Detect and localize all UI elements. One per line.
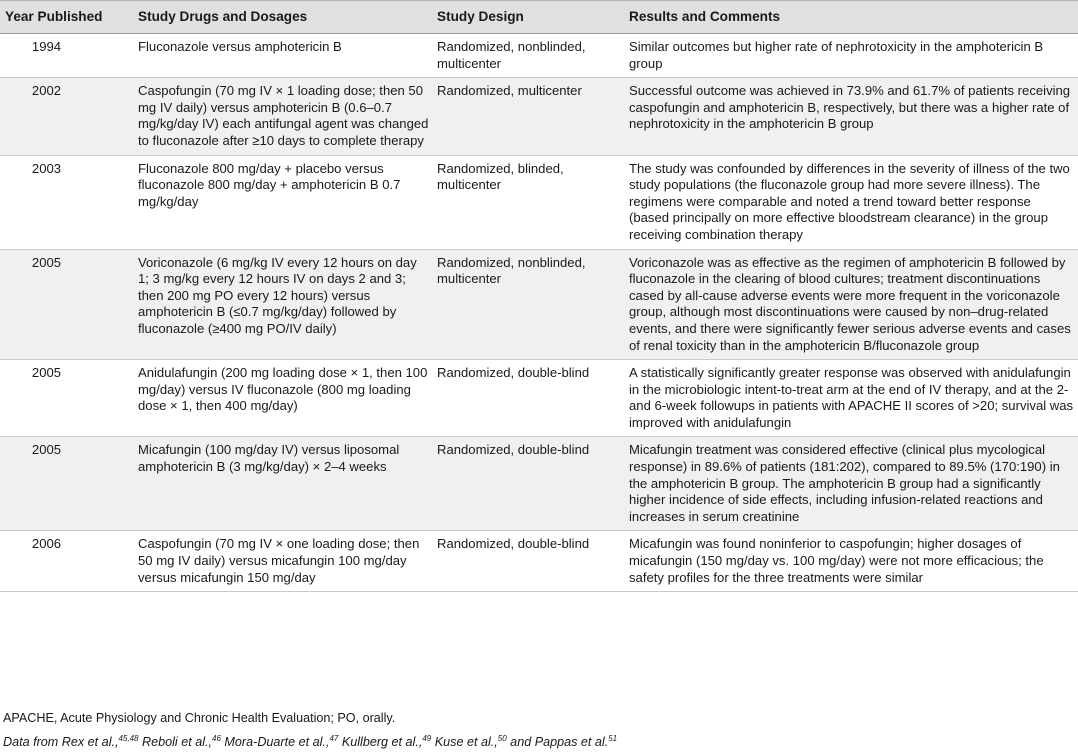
cell-results: Successful outcome was achieved in 73.9% and 61.7% of patients receiving caspofungin and amphotericin B, respectively, but there was a higher rate of nephrotoxicity in the amphotericin B group (625, 78, 1078, 155)
cell-year: 2005 (0, 437, 133, 531)
table-row (0, 34, 1078, 78)
header-study-design: Study Design (433, 1, 625, 34)
source-kuse: Kuse et al., (431, 735, 498, 749)
cell-design: Randomized, nonblinded, multicenter (433, 249, 625, 360)
cell-results: Micafungin treatment was considered effective (clinical plus mycological response) in 89.6% of patients (181:202), compared to 89.5% (170:190) in the amphotericin B group. The amphotericin B group had a significantly higher incidence of side effects, including infusion-related reactions and increases in serum creatinine (625, 437, 1078, 531)
header-row (0, 1, 1078, 34)
ref-superscript: 49 (422, 733, 432, 743)
table-row (0, 531, 1078, 592)
cell-results: The study was confounded by differences in the severity of illness of the two study populations (the fluconazole group had more severe illness). The regimens were comparable and noted a trend toward better response (based principally on more effective bloodstream clearance) in the group receiving combination therapy (625, 155, 1078, 249)
cell-design: Randomized, double-blind (433, 531, 625, 592)
cell-results: Voriconazole was as effective as the regimen of amphotericin B followed by fluconazole in the clearing of blood cultures; treatment discontinuations cased by all-cause adverse events were more frequent in the voriconazole group, although most discontinuations were caused by non–drug-related events, and there were significantly fewer serious adverse events and cases of renal toxicity than in the amphotericin B/fluconazole group (625, 249, 1078, 360)
cell-design: Randomized, double-blind (433, 360, 625, 437)
cell-year: 2005 (0, 249, 133, 360)
header-results: Results and Comments (625, 1, 1078, 34)
header-year-published: Year Published (0, 1, 133, 34)
table-body (0, 34, 1078, 592)
cell-drugs: Fluconazole versus amphotericin B (133, 34, 433, 78)
cell-year: 2006 (0, 531, 133, 592)
cell-results: A statistically significantly greater response was observed with anidulafungin in the microbiologic intent-to-treat arm at the end of IV therapy, and at the 2- and 6-week followups in patients with APACHE II scores of >20; survival was improved with anidulafungin (625, 360, 1078, 437)
cell-design: Randomized, nonblinded, multicenter (433, 34, 625, 78)
cell-year: 1994 (0, 34, 133, 78)
cell-results: Micafungin was found noninferior to caspofungin; higher dosages of micafungin (150 mg/day vs. 100 mg/day) were not more efficacious; the safety profiles for the three treatments were similar (625, 531, 1078, 592)
cell-results: Similar outcomes but higher rate of nephrotoxicity in the amphotericin B group (625, 34, 1078, 78)
ref-superscript: 46 (212, 733, 221, 743)
cell-drugs: Caspofungin (70 mg IV × 1 loading dose; then 50 mg IV daily) versus amphotericin B (0.6–0.7 mg/kg/day IV) each antifungal agent was changed to fluconazole after ≥10 days to complete therapy (133, 78, 433, 155)
table-header (0, 1, 1078, 34)
cell-design: Randomized, blinded, multicenter (433, 155, 625, 249)
cell-drugs: Micafungin (100 mg/day IV) versus liposomal amphotericin B (3 mg/kg/day) × 2–4 weeks (133, 437, 433, 531)
cell-year: 2002 (0, 78, 133, 155)
table-row (0, 437, 1078, 531)
cell-drugs: Fluconazole 800 mg/day + placebo versus fluconazole 800 mg/day + amphotericin B 0.7 mg/kg/day (133, 155, 433, 249)
source-prefix: Data from Rex et al., (3, 735, 119, 749)
cell-drugs: Caspofungin (70 mg IV × one loading dose; then 50 mg IV daily) versus micafungin 100 mg/day versus micafungin 150 mg/day (133, 531, 433, 592)
header-study-drugs: Study Drugs and Dosages (133, 1, 433, 34)
source-mora: Mora-Duarte et al., (220, 735, 330, 749)
cell-drugs: Anidulafungin (200 mg loading dose × 1, then 100 mg/day) versus IV fluconazole (800 mg loading dose × 1, then 400 mg/day) (133, 360, 433, 437)
table-row (0, 360, 1078, 437)
table-row (0, 78, 1078, 155)
ref-superscript: 47 (329, 733, 339, 743)
table-row (0, 249, 1078, 360)
ref-superscript: 51 (608, 733, 618, 743)
source-reboli: Reboli et al., (138, 735, 213, 749)
ref-superscript: 50 (497, 733, 507, 743)
abbreviations-note: APACHE, Acute Physiology and Chronic Health Evaluation; PO, orally. (3, 711, 396, 725)
cell-design: Randomized, double-blind (433, 437, 625, 531)
cell-drugs: Voriconazole (6 mg/kg IV every 12 hours on day 1; 3 mg/kg every 12 hours IV on days 2 and 3; then 200 mg PO every 12 hours) versus amphotericin B (≤0.7 mg/kg/day) followed by fluconazole (≥400 mg PO/IV daily) (133, 249, 433, 360)
cell-design: Randomized, multicenter (433, 78, 625, 155)
cell-year: 2005 (0, 360, 133, 437)
source-kullberg: Kullberg et al., (338, 735, 423, 749)
cell-year: 2003 (0, 155, 133, 249)
source-pappas: and Pappas et al. (506, 735, 609, 749)
source-note (3, 735, 617, 749)
table-row (0, 155, 1078, 249)
ref-superscript: 45,48 (118, 733, 139, 743)
